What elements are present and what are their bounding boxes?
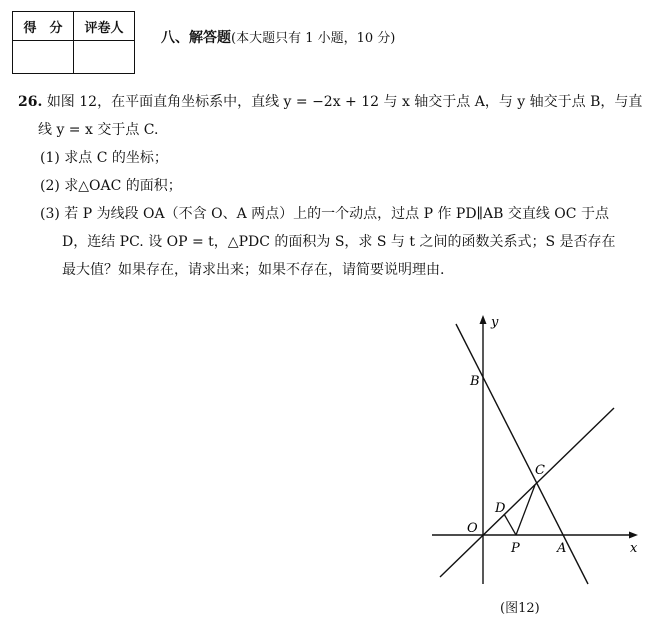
problem-number: 26. (18, 94, 43, 110)
figure-12 (422, 312, 647, 592)
problem-stem-line1: 如图 12，在平面直角坐标系中，直线 y = −2x + 12 与 x 轴交于点 A，与 y 轴交于点 B，与直 (46, 94, 643, 110)
segment-PD (504, 514, 516, 535)
point-A-label: A (557, 541, 567, 556)
problem-26 (18, 88, 648, 284)
y-axis-arrow (480, 315, 487, 324)
part-3-line2: D，连结 PC. 设 OP = t，△PDC 的面积为 S，求 S 与 t 之间的函数关系式；S 是否存在 (62, 234, 616, 250)
figure-caption: (图12) (500, 601, 540, 616)
line-OC (440, 408, 614, 577)
point-D-label: D (495, 501, 506, 516)
line-AB (456, 324, 588, 584)
grader-header: 评卷人 (74, 12, 135, 41)
y-axis-label: y (491, 315, 499, 330)
problem-stem-line2: 线 y = x 交于点 C. (38, 122, 159, 138)
score-cell (13, 41, 74, 74)
section-heading (161, 27, 395, 47)
part-3-line3: 最大值？如果存在，请求出来；如果不存在，请简要说明理由. (62, 262, 445, 278)
point-B-label: B (470, 374, 480, 389)
part-2: (2) 求△OAC 的面积； (40, 178, 182, 194)
point-C-label: C (535, 463, 545, 478)
section-note: (本大题只有 1 小题，10 分) (231, 31, 396, 46)
x-axis-label: x (630, 541, 638, 556)
origin-label: O (467, 521, 478, 536)
grader-cell (74, 41, 135, 74)
score-table (12, 11, 135, 74)
x-axis-arrow (629, 532, 638, 539)
section-title: 八、解答题 (161, 30, 231, 46)
segment-PC (516, 485, 535, 535)
point-P-label: P (511, 541, 520, 556)
score-header: 得 分 (13, 12, 74, 41)
part-3-line1: (3) 若 P 为线段 OA（不含 O、A 两点）上的一个动点，过点 P 作 PD∥AB 交直线 OC 于点 (40, 206, 609, 222)
part-1: (1) 求点 C 的坐标； (40, 150, 168, 166)
